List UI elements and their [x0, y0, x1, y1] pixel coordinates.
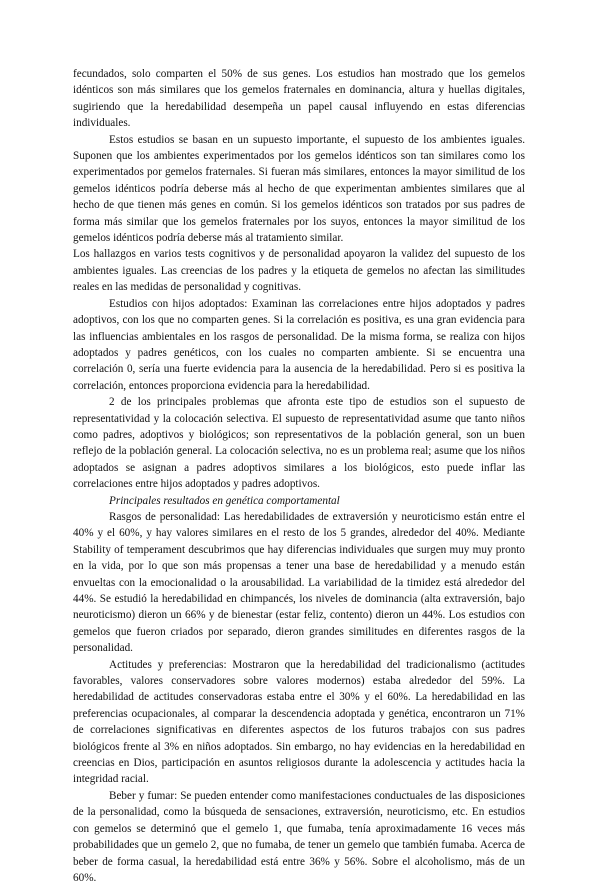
paragraph-twins-dominance: fecundados, solo comparten el 50% de sus genes. Los estudios han mostrado que los gemelos idénticos son más similares que los gemelos fraternales en dominancia, altura y huellas digitales, sugiriendo que la heredabilidad desempeña un papel causal influyendo en estas diferencias individuales. [73, 68, 525, 130]
paragraph-attitudes-preferences: Actitudes y preferencias: Mostraron que la heredabilidad del tradicionalismo (actitudes favorables, valores conservadores sobre valores modernos) estaba alrededor del 59%. La heredabilidad de actitudes conservadoras estaba entre el 30% y el 60%. La heredabilidad en las preferencias ocupacionales, al comparar la descendencia adoptada y genética, encontraron un 71% de correlaciones significativas en diferentes aspectos de los futuros trabajos con sus padres biológicos frente al 3% en niños adoptados. Sin embargo, no hay evidencias en la heredabilidad en creencias en Dios, participación en asuntos religiosos durante la adolescencia y actitudes hacia la integridad racial. [73, 658, 525, 786]
paragraph-adoption-studies: Estudios con hijos adoptados: Examinan las correlaciones entre hijos adoptados y padres adoptivos, con los que no comparten genes. Si la correlación es positiva, es una gran evidencia para las influencias ambientales en los rasgos de personalidad. De la misma forma, se realiza con hijos adoptados y padres genéticos, con los cuales no comparten ambiente. Si se encuentra una correlación 0, sería una fuerte evidencia para la ausencia de la heredabilidad. Pero si es positiva la correlación, entonces proporciona evidencia para la heredabilidad. [73, 297, 525, 392]
paragraph-equal-environments: Estos estudios se basan en un supuesto importante, el supuesto de los ambientes iguales. Suponen que los ambientes experimentados por los gemelos idénticos son tan similares como los experimentados por gemelos fraternales. Si fueran más similares, entonces la mayor similitud de los gemelos idénticos podría deberse más al hecho de que experimentan ambientes similares que al hecho de que tienen más genes en común. Si los gemelos idénticos son tratados por sus padres de forma más similar que los gemelos fraternales por los suyos, entonces la mayor similitud de los gemelos idénticos podría deberse más al tratamiento similar. [73, 133, 525, 245]
section-heading-main-results: Principales resultados en genética comportamental [109, 494, 340, 507]
paragraph-adoption-problems: 2 de los principales problemas que afronta este tipo de estudios son el supuesto de representatividad y la colocación selectiva. El supuesto de representatividad asume que tanto niños como padres, adoptivos y biológicos; son representativos de la población general, son un buen reflejo de la población general. La colocación selectiva, no es un problema real; asume que los niños adoptados se asignan a padres adoptivos similares a los biológicos, esto puede inflar las correlaciones entre hijos adoptados y padres adoptivos. [73, 396, 525, 491]
document-page [73, 66, 525, 886]
paragraph-drinking-smoking: Beber y fumar: Se pueden entender como manifestaciones conductuales de las disposiciones de la personalidad, como la búsqueda de sensaciones, extraversión, neuroticismo, etc. En estudios con gemelos se determinó que el gemelo 1, que fumaba, tenía aproximadamente 16 veces más probabilidades que un gemelo 2, que no fumaba, de tener un gemelo que también fumaba. Acerca de beber de forma casual, la heredabilidad está entre 36% y 56%. Sobre el alcoholismo, más de un 60%. [73, 789, 525, 884]
paragraph-findings-cognitive: Los hallazgos en varios tests cognitivos y de personalidad apoyaron la validez del supuesto de los ambientes iguales. Las creencias de los padres y la etiqueta de gemelos no afectan las similitudes reales en las medidas de personalidad y cognitivas. [73, 248, 525, 294]
paragraph-personality-traits: Rasgos de personalidad: Las heredabilidades de extraversión y neuroticismo están entre el 40% y el 60%, y hay valores similares en el resto de los 5 grandes, alrededor del 40%. Mediante Stability of temperament descubrimos que hay diferencias individuales que surgen muy muy pronto en la vida, por lo que son más propensas a tener una base de heredabilidad y a menudo están envueltas con la emocionalidad o la arousabilidad. La variabilidad de la timidez está alrededor del 44%. Se estudió la heredabilidad en chimpancés, los niveles de dominancia (alta extraversión, bajo neuroticismo) dieron un 66% y de bienestar (estar feliz, contento) dieron un 44%. Los estudios con gemelos que fueron criados por separado, dieron grandes similitudes en diferentes rasgos de la personalidad. [73, 510, 525, 655]
